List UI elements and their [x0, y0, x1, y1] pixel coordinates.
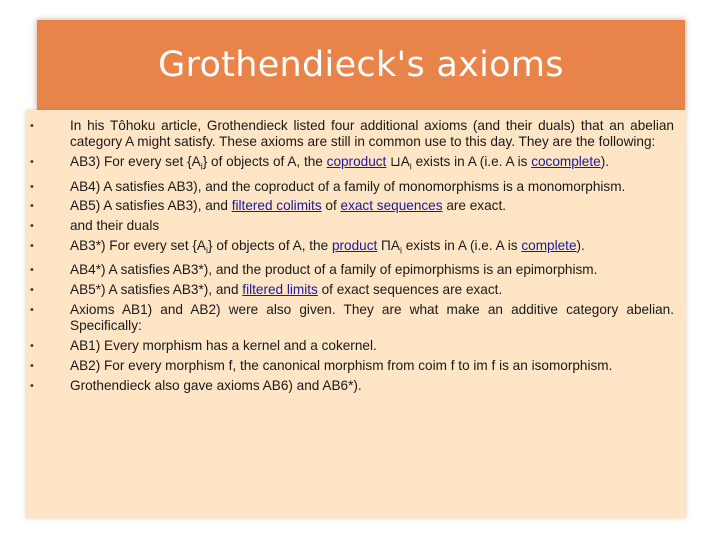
bullet-icon: • [30, 304, 34, 317]
item-text: exists in A (i.e. A is [401, 237, 522, 253]
item-text: } of objects of A, the [202, 154, 327, 169]
item-text: AB3) For every set {A [70, 154, 201, 169]
link-coproduct[interactable]: coproduct [326, 154, 387, 169]
item-text: ΠA [377, 237, 400, 253]
list-item [26, 358, 674, 374]
list-item [26, 262, 674, 278]
item-text: } of objects of A, the [208, 237, 332, 253]
bullet-icon: • [30, 120, 34, 132]
list-item [26, 282, 674, 298]
axiom-list [26, 110, 686, 394]
link-exact-sequences[interactable]: exact sequences [340, 198, 443, 214]
bullet-icon: • [30, 379, 34, 392]
slide-title: Grothendieck's axioms [158, 45, 564, 85]
link-complete[interactable]: complete [521, 237, 577, 253]
item-text: are exact. [442, 198, 507, 214]
list-item [26, 154, 674, 175]
subscript: i [409, 161, 412, 172]
list-item [26, 378, 674, 394]
list-item [26, 198, 674, 214]
bullet-icon: • [30, 239, 34, 252]
item-text: Grothendieck also gave axioms AB6) and AB6*). [70, 377, 362, 393]
link-cocomplete[interactable]: cocomplete [531, 154, 601, 169]
subscript: i [206, 245, 208, 256]
bullet-icon: • [30, 359, 34, 372]
subscript: i [399, 245, 402, 256]
item-text: AB5*) A satisfies AB3*), and [70, 282, 243, 298]
item-text: of [321, 198, 341, 214]
item-text: ). [600, 154, 610, 169]
item-text: exists in A (i.e. A is [411, 154, 532, 169]
subscript: i [200, 161, 203, 172]
bullet-icon: • [30, 156, 34, 168]
list-item [26, 218, 674, 234]
item-text: In his Tôhoku article, Grothendieck listed four additional axioms (and their duals) that an abelian category A might satisfy. These axioms are still in common use to this day. They are the following: [70, 118, 674, 150]
item-text: AB1) Every morphism has a kernel and a cokernel. [70, 338, 377, 354]
item-text: Axioms AB1) and AB2) were also given. They are what make an additive category abelian. Specifically: [70, 302, 674, 334]
item-text: AB3*) For every set {A [70, 237, 206, 253]
item-text: ). [576, 237, 585, 253]
title-bar [37, 20, 685, 110]
item-text: AB5) A satisfies AB3), and [70, 198, 232, 214]
item-text: AB4*) A satisfies AB3*), and the product of a family of epimorphisms is an epimorphism. [70, 262, 598, 278]
list-item [26, 118, 674, 150]
list-item [26, 302, 674, 334]
item-text: AB2) For every morphism f, the canonical morphism from coim f to im f is an isomorphism. [70, 357, 613, 373]
link-filtered-limits[interactable]: filtered limits [242, 282, 318, 298]
item-text: AB4) A satisfies AB3), and the coproduct of a family of monomorphisms is a monomorphism. [70, 178, 626, 194]
bullet-icon: • [30, 180, 34, 193]
item-text: and their duals [70, 218, 160, 234]
list-item [26, 238, 674, 259]
bullet-icon: • [30, 264, 34, 277]
link-product[interactable]: product [331, 237, 378, 253]
link-filtered-colimits[interactable]: filtered colimits [231, 198, 322, 214]
item-text: ⊔A [386, 154, 410, 169]
bullet-icon: • [30, 220, 34, 233]
bullet-icon: • [30, 340, 34, 353]
bullet-icon: • [30, 200, 34, 213]
item-text: of exact sequences are exact. [317, 282, 503, 298]
list-item [26, 179, 674, 195]
list-item [26, 338, 674, 354]
content-box [26, 110, 686, 518]
bullet-icon: • [30, 284, 34, 297]
